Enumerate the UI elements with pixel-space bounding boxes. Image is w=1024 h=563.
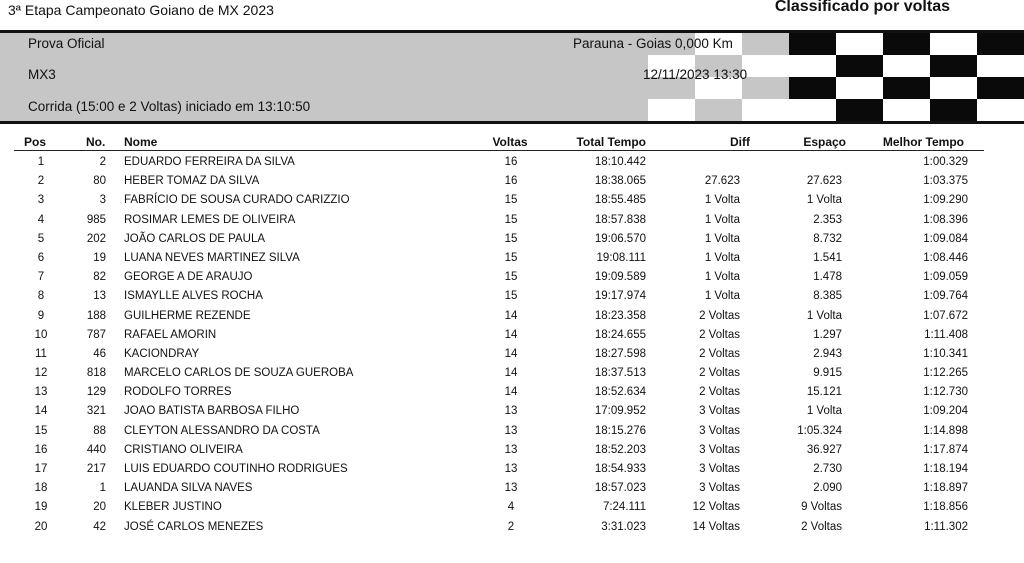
flag-square [789, 55, 837, 78]
cell-number: 202 [86, 232, 106, 245]
cell-number: 2 [99, 156, 106, 168]
cell-name: LUANA NEVES MARTINEZ SILVA [124, 251, 300, 264]
header-no: No. [86, 135, 106, 149]
cell-best-time: 1:18.194 [923, 463, 968, 475]
cell-best-time: 1:17.874 [923, 443, 968, 456]
table-row [0, 365, 1024, 384]
cell-gap: 2.090 [813, 482, 842, 495]
cell-diff: 3 Voltas [699, 424, 740, 437]
header-diff: Diff [730, 135, 750, 149]
cell-gap: 2 Voltas [801, 520, 842, 533]
cell-total-time: 18:24.655 [594, 328, 646, 341]
flag-square [648, 99, 696, 121]
flag-square [883, 55, 931, 78]
flag-square [789, 77, 837, 100]
cell-laps: 15 [504, 251, 518, 264]
cell-total-time: 18:52.634 [594, 386, 646, 399]
cell-diff: 3 Voltas [699, 463, 740, 475]
cell-best-time: 1:08.396 [923, 213, 968, 226]
flag-square [930, 77, 978, 100]
cell-name: LAUANDA SILVA NAVES [124, 482, 253, 495]
flag-square [977, 77, 1024, 100]
cell-best-time: 1:09.764 [923, 290, 968, 303]
cell-gap: 1:05.324 [797, 424, 842, 437]
table-row [0, 499, 1024, 518]
cell-pos: 16 [34, 443, 48, 456]
flag-square [836, 33, 884, 56]
cell-name: KLEBER JUSTINO [124, 501, 222, 514]
cell-number: 19 [93, 251, 106, 264]
flag-square [836, 77, 884, 100]
cell-best-time: 1:14.898 [923, 424, 968, 437]
cell-pos: 15 [34, 424, 48, 437]
cell-total-time: 19:17.974 [594, 290, 646, 303]
table-row [0, 384, 1024, 403]
cell-total-time: 18:23.358 [594, 309, 646, 322]
cell-gap: 8.732 [813, 232, 842, 245]
cell-total-time: 18:54.933 [594, 463, 646, 475]
cell-diff: 2 Voltas [699, 367, 740, 380]
cell-total-time: 18:57.838 [594, 213, 646, 226]
flag-square [930, 33, 978, 56]
cell-laps: 13 [504, 482, 518, 495]
cell-laps: 4 [507, 501, 515, 514]
cell-number: 46 [93, 347, 106, 360]
cell-diff: 1 Volta [704, 213, 740, 226]
cell-number: 129 [86, 386, 106, 399]
flag-square [836, 99, 884, 121]
header-laps: Voltas [492, 135, 528, 149]
header-divider [14, 150, 984, 151]
cell-laps: 16 [504, 175, 518, 188]
cell-pos: 20 [34, 520, 48, 533]
cell-best-time: 1:18.897 [923, 482, 968, 495]
flag-square [977, 33, 1024, 56]
header-name: Nome [124, 135, 158, 149]
cell-pos: 12 [34, 367, 48, 380]
cell-diff: 1 Volta [704, 290, 740, 303]
cell-pos: 4 [37, 213, 45, 226]
cell-laps: 15 [504, 194, 518, 207]
cell-total-time: 18:10.442 [594, 156, 646, 168]
cell-pos: 14 [34, 405, 48, 418]
cell-laps: 14 [504, 347, 518, 360]
cell-number: 321 [86, 405, 106, 418]
flag-square [695, 99, 743, 121]
cell-name: EDUARDO FERREIRA DA SILVA [124, 156, 295, 168]
cell-name: ROSIMAR LEMES DE OLIVEIRA [124, 213, 296, 226]
cell-diff: 2 Voltas [699, 347, 740, 360]
cell-pos: 17 [34, 463, 48, 475]
cell-pos: 13 [34, 386, 48, 399]
cell-diff: 14 Voltas [692, 520, 740, 533]
cell-best-time: 1:09.290 [923, 194, 968, 207]
flag-square [883, 99, 931, 121]
cell-total-time: 18:55.485 [594, 194, 646, 207]
table-row [0, 269, 1024, 288]
cell-laps: 14 [504, 309, 518, 322]
flag-square [789, 33, 837, 56]
cell-best-time: 1:10.341 [923, 347, 968, 360]
cell-best-time: 1:18.856 [923, 501, 968, 514]
cell-best-time: 1:07.672 [923, 309, 968, 322]
cell-name: GEORGE A DE ARAUJO [124, 271, 253, 284]
cell-name: FABRÍCIO DE SOUSA CURADO CARIZZIO [124, 194, 350, 207]
cell-number: 13 [93, 290, 106, 303]
cell-best-time: 1:09.059 [923, 271, 968, 284]
cell-gap: 15.121 [806, 386, 842, 399]
cell-diff: 1 Volta [704, 271, 740, 284]
cell-total-time: 18:38.065 [594, 175, 646, 188]
cell-diff: 1 Volta [704, 194, 740, 207]
cell-laps: 15 [504, 213, 518, 226]
race-location: Parauna - Goias 0,000 Km [573, 36, 733, 51]
cell-gap: 2.353 [813, 213, 842, 226]
cell-laps: 15 [504, 271, 518, 284]
cell-number: 217 [86, 463, 106, 475]
race-datetime: 12/11/2023 13:30 [643, 67, 748, 82]
cell-total-time: 18:15.276 [594, 424, 646, 437]
cell-gap: 1 Volta [806, 405, 842, 418]
cell-number: 42 [93, 520, 106, 533]
cell-laps: 2 [507, 520, 515, 533]
cell-gap: 1 Volta [806, 309, 842, 322]
cell-pos: 19 [34, 501, 48, 514]
flag-square [883, 33, 931, 56]
cell-gap: 36.927 [806, 443, 842, 456]
cell-pos: 6 [37, 251, 45, 264]
race-banner [0, 30, 1024, 124]
table-body [0, 154, 1024, 538]
cell-best-time: 1:11.302 [924, 520, 968, 533]
results-table [0, 134, 1024, 538]
cell-gap: 1.541 [813, 251, 842, 264]
cell-diff: 2 Voltas [699, 309, 740, 322]
cell-diff: 27.623 [704, 175, 740, 188]
cell-diff: 12 Voltas [692, 501, 740, 514]
race-info: Corrida (15:00 e 2 Voltas) iniciado em 13:10:50 [28, 99, 311, 114]
flag-square [883, 77, 931, 100]
cell-gap: 1.297 [813, 328, 842, 341]
classification-title: Classificado por voltas [774, 0, 950, 15]
cell-gap: 1 Volta [806, 194, 842, 207]
cell-name: CRISTIANO OLIVEIRA [124, 443, 243, 456]
table-row [0, 308, 1024, 327]
cell-pos: 1 [37, 156, 45, 168]
cell-pos: 11 [35, 347, 47, 360]
cell-gap: 2.943 [813, 347, 842, 360]
cell-number: 787 [86, 328, 106, 341]
table-row [0, 288, 1024, 307]
table-row [0, 250, 1024, 269]
header-best-time: Melhor Tempo [882, 135, 964, 149]
cell-total-time: 3:31.023 [601, 520, 646, 533]
cell-diff: 3 Voltas [699, 482, 740, 495]
cell-diff: 1 Volta [704, 251, 740, 264]
cell-pos: 7 [37, 271, 45, 284]
flag-square [742, 77, 790, 100]
cell-total-time: 17:09.952 [594, 405, 646, 418]
flag-square [742, 33, 790, 56]
cell-gap: 8.385 [813, 290, 842, 303]
table-row [0, 212, 1024, 231]
cell-best-time: 1:08.446 [923, 251, 968, 264]
race-type: Prova Oficial [28, 36, 105, 51]
cell-gap: 1.478 [813, 271, 842, 284]
cell-pos: 3 [37, 194, 45, 207]
flag-square [930, 99, 978, 121]
cell-number: 440 [86, 443, 106, 456]
flag-square [742, 99, 790, 121]
cell-number: 188 [86, 309, 106, 322]
cell-name: JOSÉ CARLOS MENEZES [124, 520, 264, 533]
header-pos: Pos [24, 135, 47, 149]
table-row [0, 173, 1024, 192]
cell-total-time: 19:09.589 [594, 271, 646, 284]
table-row [0, 480, 1024, 499]
cell-gap: 2.730 [813, 463, 842, 475]
cell-number: 80 [93, 175, 106, 188]
cell-number: 88 [93, 424, 106, 437]
cell-best-time: 1:09.204 [923, 405, 968, 418]
cell-laps: 13 [504, 405, 518, 418]
race-category: MX3 [28, 67, 56, 82]
table-row [0, 192, 1024, 211]
cell-diff: 3 Voltas [699, 405, 740, 418]
table-header [0, 134, 1024, 154]
cell-gap: 9.915 [813, 367, 842, 380]
cell-number: 82 [93, 271, 106, 284]
cell-number: 3 [99, 194, 106, 207]
cell-total-time: 7:24.111 [602, 501, 646, 514]
cell-gap: 27.623 [806, 175, 842, 188]
cell-laps: 13 [504, 424, 518, 437]
cell-best-time: 1:12.265 [923, 367, 968, 380]
header-gap: Espaço [803, 135, 846, 149]
cell-best-time: 1:03.375 [923, 175, 968, 188]
cell-laps: 14 [504, 367, 518, 380]
cell-name: MARCELO CARLOS DE SOUZA GUEROBA [124, 367, 354, 380]
flag-square [789, 99, 837, 121]
cell-laps: 14 [504, 386, 518, 399]
flag-square [742, 55, 790, 78]
cell-laps: 13 [504, 443, 518, 456]
cell-best-time: 1:00.329 [923, 156, 968, 168]
cell-name: CLEYTON ALESSANDRO DA COSTA [124, 424, 320, 437]
cell-name: GUILHERME REZENDE [124, 309, 251, 322]
cell-name: JOAO BATISTA BARBOSA FILHO [124, 405, 300, 418]
flag-square [977, 99, 1024, 121]
flag-square [977, 55, 1024, 78]
table-row [0, 403, 1024, 422]
cell-number: 1 [99, 482, 106, 495]
cell-name: HEBER TOMAZ DA SILVA [124, 175, 260, 188]
cell-total-time: 18:52.203 [594, 443, 646, 456]
cell-name: RAFAEL AMORIN [124, 328, 217, 341]
cell-pos: 8 [37, 290, 45, 303]
cell-number: 818 [86, 367, 106, 380]
cell-best-time: 1:11.408 [924, 328, 968, 341]
table-row [0, 346, 1024, 365]
cell-pos: 10 [34, 328, 48, 341]
cell-total-time: 18:37.513 [594, 367, 646, 380]
cell-name: KACIONDRAY [124, 347, 200, 360]
cell-name: RODOLFO TORRES [124, 386, 232, 399]
table-row [0, 327, 1024, 346]
flag-square [836, 55, 884, 78]
table-row [0, 461, 1024, 480]
flag-square [930, 55, 978, 78]
cell-laps: 16 [504, 156, 518, 168]
cell-name: JOÃO CARLOS DE PAULA [124, 232, 266, 245]
cell-pos: 9 [37, 309, 45, 322]
cell-pos: 5 [37, 232, 45, 245]
cell-gap: 9 Voltas [801, 501, 842, 514]
cell-diff: 2 Voltas [699, 328, 740, 341]
cell-total-time: 19:08.111 [596, 251, 646, 264]
cell-name: ISMAYLLE ALVES ROCHA [124, 290, 263, 303]
cell-laps: 13 [504, 463, 518, 475]
cell-name: LUIS EDUARDO COUTINHO RODRIGUES [124, 463, 348, 475]
cell-laps: 14 [504, 328, 518, 341]
cell-number: 20 [93, 501, 106, 514]
cell-laps: 15 [504, 232, 518, 245]
cell-best-time: 1:12.730 [923, 386, 968, 399]
cell-best-time: 1:09.084 [923, 232, 968, 245]
cell-pos: 2 [37, 175, 45, 188]
cell-total-time: 19:06.570 [594, 232, 646, 245]
cell-diff: 3 Voltas [699, 443, 740, 456]
table-row [0, 442, 1024, 461]
table-row [0, 231, 1024, 250]
cell-pos: 18 [34, 482, 48, 495]
cell-diff: 2 Voltas [699, 386, 740, 399]
table-row [0, 519, 1024, 538]
cell-total-time: 18:27.598 [594, 347, 646, 360]
cell-diff: 1 Volta [704, 232, 740, 245]
cell-laps: 15 [504, 290, 518, 303]
header-total-time: Total Tempo [576, 135, 646, 149]
event-title: 3ª Etapa Campeonato Goiano de MX 2023 [8, 2, 274, 18]
cell-number: 985 [86, 213, 106, 226]
table-row [0, 154, 1024, 173]
table-row [0, 423, 1024, 442]
cell-total-time: 18:57.023 [594, 482, 646, 495]
